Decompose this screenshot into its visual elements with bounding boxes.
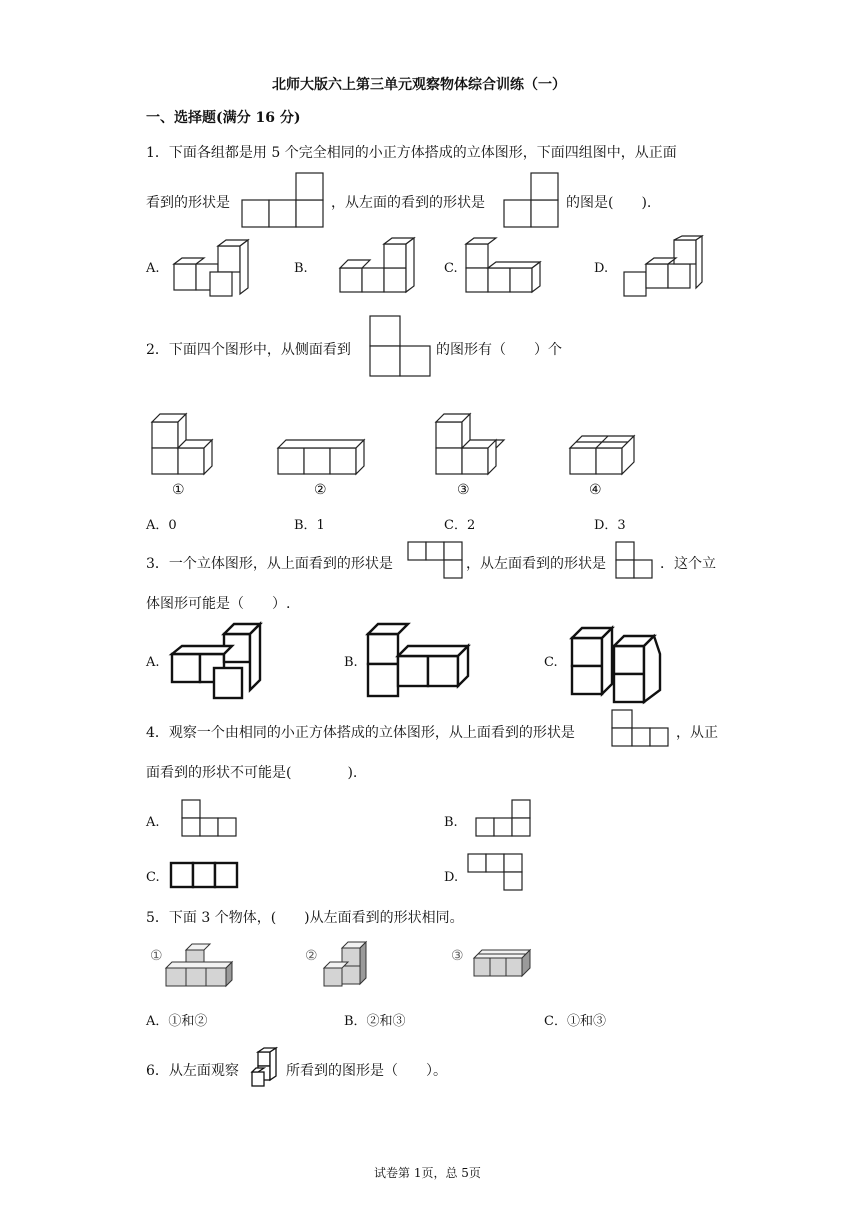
q1-line2a: 看到的形状是 [146,195,230,211]
q1-option-d[interactable]: D. [594,261,609,276]
q3-line1b: ，从左面看到的形状是 [466,556,606,572]
q4-option-b[interactable]: B. [444,815,458,830]
q3-line1c: ．这个立 [660,556,716,572]
page-footer: 试卷第 1页，总 5页 [374,1166,481,1180]
q5-stem: 5．下面 3 个物体，( )从左面看到的形状相同。 [146,910,464,926]
q4-option-d[interactable]: D. [444,870,459,885]
q5-option-c[interactable]: C．①和③ [544,1014,606,1029]
q6-stem-a: 6．从左面观察 [146,1063,239,1079]
q1-line1: 1．下面各组都是用 5 个完全相同的小正方体搭成的立体图形，下面四组图中，从正面 [146,145,677,161]
q3-top-view-icon [408,542,464,580]
q1-front-view-icon [242,173,326,229]
q3-line2: 体图形可能是（ ）. [146,596,291,612]
q4-option-c[interactable]: C. [146,870,160,885]
q1-figure-b-icon [338,238,416,298]
q2-figure-2-icon [276,434,368,478]
q1-figure-d-icon [622,236,706,298]
q5-figure-1-icon [164,944,232,988]
q3-line1a: 3．一个立体图形，从上面看到的形状是 [146,556,393,572]
q2-option-c[interactable]: C．2 [444,518,476,533]
q1-figure-c-icon [464,238,542,298]
q3-figure-c-icon [568,624,666,708]
q3-option-b[interactable]: B. [344,655,358,670]
q5-figure-label-3: ③ [451,948,464,964]
q6-stem-b: 所看到的图形是（ ）。 [286,1063,447,1079]
q4-option-b-figure-icon [476,800,534,840]
q2-figure-label-4: ④ [589,482,602,498]
q4-line2: 面看到的形状不可能是( ). [146,765,358,781]
q5-figure-2-icon [322,942,372,988]
page-title: 北师大版六上第三单元观察物体综合训练（一） [272,77,566,93]
q2-figure-4-icon [568,430,640,478]
q1-left-view-icon [504,173,560,229]
q1-figure-a-icon [172,238,250,298]
q1-option-b[interactable]: B. [294,261,308,276]
q5-option-b[interactable]: B．②和③ [344,1014,406,1029]
q2-figure-1-icon [150,410,214,478]
q6-object-icon [246,1048,282,1090]
q3-left-view-icon [616,542,658,580]
q2-figure-label-2: ② [314,482,327,498]
q5-option-a[interactable]: A．①和② [146,1014,208,1029]
q3-option-a[interactable]: A. [146,655,160,670]
q1-line2b: ，从左面的看到的形状是 [331,195,485,211]
q2-option-d[interactable]: D．3 [594,518,626,533]
q1-option-c[interactable]: C. [444,261,458,276]
q2-figure-3-icon [434,410,506,478]
q4-line1a: 4．观察一个由相同的小正方体搭成的立体图形，从上面看到的形状是 [146,725,575,741]
q5-figure-label-1: ① [150,948,163,964]
q2-stem-a: 2．下面四个图形中，从侧面看到 [146,342,351,358]
q3-figure-b-icon [364,620,472,704]
q2-figure-label-3: ③ [457,482,470,498]
q5-figure-3-icon [472,946,532,982]
q3-option-c[interactable]: C. [544,655,558,670]
q1-option-a[interactable]: A. [146,261,160,276]
q2-option-b[interactable]: B．1 [294,518,325,533]
q4-option-a-figure-icon [182,800,240,840]
q1-line2c: 的图是( ). [566,195,652,211]
q5-figure-label-2: ② [305,948,318,964]
q4-option-c-figure-icon [170,862,240,890]
section-heading: 一、选择题(满分 16 分) [146,110,301,126]
q4-top-view-icon [612,710,672,750]
q3-figure-a-icon [170,620,266,704]
q2-side-view-icon [370,316,432,378]
q4-option-d-figure-icon [468,854,526,894]
q2-option-a[interactable]: A．0 [146,518,177,533]
q2-stem-b: 的图形有（ ）个 [436,342,562,358]
q4-line1b: ，从正 [676,725,718,741]
q4-option-a[interactable]: A. [146,815,160,830]
q2-figure-label-1: ① [172,482,185,498]
